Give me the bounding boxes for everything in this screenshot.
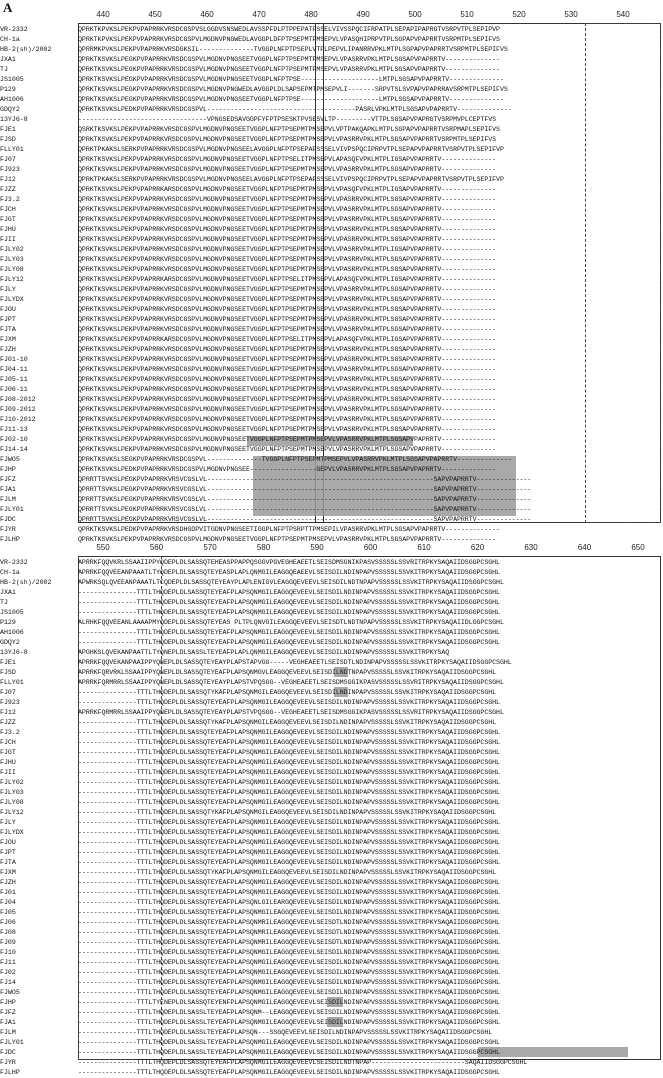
alignment-block-2 <box>0 543 663 1076</box>
sequence-name: FJLY01 <box>0 1039 24 1046</box>
sequence-residues: ---------------TTTLTHQDEPLDLSASSQTEYEAFPLAPSQNMGILEAGGQEVEEVLSEISDILNDINPAPVSSSSSLSSVKITRPKYSAQAIIDSGGPCSGHL <box>78 889 500 896</box>
sequence-name: FLLY01 <box>0 679 24 686</box>
sequence-name: FJLY01 <box>0 506 24 513</box>
sequence-residues: QPRKTKSVKSLPEKPVPAPRRKARSDCGSPVLMGDNVPNGSEETVGGPLNFPTPSELITPMSEPVLAPASQFVPKLMTPLIGSAPVPAPRRTV-------------- <box>78 276 497 283</box>
sequence-name: FJCH <box>0 739 16 746</box>
sequence-residues: ---------------TTTLTHQDEPLDLSASSQTEYEAFPLAPSQNMGILEAGGQEVEEVLSEISDILNDINPAPVSSSSSLSSVKITRPKYSAQAIIDSGGPCSGHL <box>78 849 500 856</box>
sequence-name: FJPT <box>0 849 16 856</box>
sequence-name: FJ05-11 <box>0 376 28 383</box>
sequence-residues: QPRKTKSVKSLPEKPVPAPRRKVRSDCGSPVLMGDNVPNGSEETVGGPLNFPTPSEPMTPMSEPVLVPASRRVPKLMTPLSGSAPVPAPRRTV-------------- <box>78 446 497 453</box>
sequence-name: HB-2(sh)/2002 <box>0 579 52 586</box>
sequence-residues: QPRKTKSVKSLPEKPVPAPRRKVRSDCGSPVLMGDNVPNGSEETVGGPLNFPTPSELITPMSEPVLAPASQFVPKLMTPLIGSAPVPAPRRTV-------------- <box>78 156 497 163</box>
panel-label: A <box>3 0 13 15</box>
sequence-name: FJLHP <box>0 536 20 543</box>
sequence-name: FJLY08 <box>0 799 24 806</box>
sequence-residues: ---------------TTTLTHQDEPLDLSASSQTEYEAFPLAPSQNMGILEAGGQEVEEVLSEISDILNDINPAPVSSSSSLSSVKITRPKYSAQAIIDSGGPCSGHL <box>78 749 500 756</box>
sequence-residues: ---------------TTTLTHQDEPLDLSASSQTEYEAFPLAPSQNMGILEAGGQEVEEVLSEISDILNDINPAPVSSSSSLSSVKITRPKYSAQAIIDSGGPCSGHL <box>78 789 500 796</box>
sequence-residues: APRRKFQRVRKLSSAAIPPYQNEPLDLSASSQTEYEAFPLAPSQNMGVLEAGGQEVEEVLSEISDILNDTNPAPVSSSSSLSSVKITRPKYSAQAIIDSGGPCSGHL <box>78 669 497 676</box>
sequence-name: FJ05 <box>0 909 16 916</box>
sequence-residues: QPRKTKSVKSLPEKPVPAPRRKVRSDCGSPVLMGDNVPNGSEETVGGPLNFPTPSEPMTPMSEPVLVPASRRVPKLMTPLSGSAPVPAPRRTV-------------- <box>78 286 497 293</box>
sequence-name: VR-2332 <box>0 559 28 566</box>
sequence-name: FJLY03 <box>0 256 24 263</box>
sequence-residues: ---------------TTTLTHQDEPLDLSASSQTEYEAFPLAPSQNMGILEAGGQEVEEVLSEISDILNDINPAPVSSSSSLSSVKITRPKYSAQAIIDSGGPCSGHL <box>78 859 500 866</box>
sequence-residues: QPRKTKSVKSLPEKPVPAPRRKVRSDCGSPVLMGDNVPNGSEETVGGPLNFPTPSEPMTPMSEPVLVPASRRVPKLMTPLSGSAPVPAPRRTV-------------- <box>78 406 497 413</box>
sequence-name: FJLM <box>0 1029 16 1036</box>
sequence-name: FJ10 <box>0 949 16 956</box>
sequence-residues: ---------------TTTLTHQDEPLDLSASSQTEYEAFPLAPSQNMGILEAGGQEVEEVLSEISDILNDINPAPVSSSSSLSSVKITRPKYSAQAIIDSGGPCSGHL <box>78 769 500 776</box>
sequence-name: FJGT <box>0 749 16 756</box>
ruler-tick: 630 <box>524 543 538 552</box>
sequence-name: AH1006 <box>0 629 24 636</box>
sequence-name: FJ11-13 <box>0 426 28 433</box>
sequence-name: JS1005 <box>0 609 24 616</box>
sequence-residues: ---------------TTTLTHQDEPLDLSASSQTEYEAFPLAPSQNMRILEAGGQEVEEVLSEISDTLNDINPAPVSSSSSLSSVKITRPKYSAQAIIDSGGPCSGHL <box>78 919 500 926</box>
sequence-residues: ---------------TTTLTHQDEPLDLSASSQTEYEAFPLAPSQNMGILEAGGQEVEEVLSEISDILNDINPAPVSSSSSLSSVKITRPKYSAQAIIDSGGPCSGHL <box>78 969 500 976</box>
sequence-residues: QPRRMKPVKSLPEKPVPAPRRKVRSDGKSIL--------------TVGGPLNFPTPSEPLVTPLPEPVLIPANRRVPKLMTPLSGPAPVPAPRRTVSRPMTPLSEPIFVS <box>78 46 508 53</box>
sequence-name: P129 <box>0 86 16 93</box>
sequence-name: FJ09-2012 <box>0 406 36 413</box>
ruler-tick: 650 <box>631 543 645 552</box>
sequence-residues: ---------------TTTLTHQDEPLDLSASSQTEYEAFPLAPSQNMGILEAGGQEVEEVLSEISDILNDINPAPVSSSSSLSSVKITRPKYSAQAIIDSGGPCSGHL <box>78 739 500 746</box>
sequence-name: FJ09 <box>0 939 16 946</box>
sequence-residues: QPRKTKSVKSLPEGKPVPAPRRKVRSDCGSPVLMGDNVPNGSEETVGGPLNFPTPSE--------------------LMTPLSGSAPVPAPRRTV-------------- <box>78 96 504 103</box>
sequence-name: FJ923 <box>0 699 20 706</box>
sequence-name: FJ02 <box>0 969 16 976</box>
sequence-name: AH1006 <box>0 96 24 103</box>
sequence-name: FJSD <box>0 136 16 143</box>
ruler-tick: 450 <box>148 10 162 19</box>
sequence-residues: ---------------TTTLTHQDEPLDLSASSQTEYEAFPLAPSQNMGILEAGGQEVEEVLSEISDILNDINPAPVSSSSSLSSVKITRPKYSAQAIIDSGGPCSGHL <box>78 979 500 986</box>
sequence-name: FJLY02 <box>0 246 24 253</box>
ruler-tick: 580 <box>256 543 271 552</box>
sequence-name: FJ07 <box>0 689 16 696</box>
sequence-name: FJHU <box>0 226 16 233</box>
ruler-tick: 470 <box>252 10 266 19</box>
sequence-residues: QPRKTKSVKSLPEKPVPAPRRKVRSDCGSPVLMGDNVPNGSEETVGGPLNFPTPSEPMTPMSEPVLVPASRRVPKLMTPLSGSAPVPAPRRTV-------------- <box>78 396 497 403</box>
sequence-name: FJLY12 <box>0 809 24 816</box>
ruler-tick: 460 <box>200 10 214 19</box>
sequence-name: FJFZ <box>0 476 16 483</box>
sequence-name: HB-2(sh)/2002 <box>0 46 52 53</box>
sequence-residues: QPRKTKSVKSLPEKPVPAPRRKVRSDCGSPVLMGDNVPNGSEETVGGPLNFPTPSEPMTPMSEPVLVPASRRVPKLMTPLSGSAPVPAPRRTV-------------- <box>78 366 497 373</box>
ruler-tick: 540 <box>616 10 630 19</box>
sequence-name: FJ3.2 <box>0 196 20 203</box>
sequence-residues: ---------------------------------VPNGSEDSAVGGPFYFPTPSESKTPVSESVLTP---------VTTPLSGSAPVPAPRGTVSRPMVPLCEPTFVS <box>78 116 497 123</box>
sequence-residues: QPRKTKSVKSLPEKPVPAPRRKARSDCGSPVLMGDNVPNGSEETVGGPLNFPTPSELITPMSEPVLAPASQFVPKLMTPLIGSAPVPAPRRTV-------------- <box>78 336 497 343</box>
sequence-name: FJWO5 <box>0 989 20 996</box>
sequence-name: FJII <box>0 236 16 243</box>
sequence-name: FJ01 <box>0 889 16 896</box>
sequence-residues: ---------------TTTLTHQDEPLDLSASSLTEYEAFPLAPSQNM--LEAGGQEVEEVLSEISDILNDINPAPVSSSSSLSSVKITRPKYSAQAIIDSGGPCSGHL <box>78 1009 500 1016</box>
sequence-name: FJ923 <box>0 166 20 173</box>
sequence-residues: QPRRTTSVKSLPEGKPVPAPRRKVRSVCGSLVL----------------------------------------------------------SAPVPAPRRTV-------------- <box>78 516 532 523</box>
sequence-residues: QPRKTKSVKSLPEKPVPAPRRKVRSDCGSPVLMGDNVPNGSEETVGGPLNFPTPSEPMTPMSEPVLVPASRRVPKLMTPLSGSAPVPAPRRTV-------------- <box>78 216 497 223</box>
sequence-residues: QPRKTKSVKSLPEGKPVPAPRRKVRSDCGSPVLMGDNVPNGWEDLAVGGPLDLSAPSEPMTPMSEPVLI-------SRPVTSLSVPAPVPAPRRAVSRPMTPLSEPIFVS <box>78 86 508 93</box>
sequence-residues: QPRKTPKAKSLSERKPVPAPRRKVRSDCGSPVLMGDNVPNGSEELAVGGPLNFPTPSEPAPSSSELVIVPSPQCIPRPVTPLSEPAPVPAPRRTVSRPVTPLSEPIFVP <box>78 176 504 183</box>
sequence-name: FJXM <box>0 869 16 876</box>
sequence-name: FJE1 <box>0 126 16 133</box>
sequence-residues: QPRRTTSVKSLPEGKPVPAPRRKVRSVCGSLVL----------------------------------------------------------SAPVPAPRRTV-------------- <box>78 476 532 483</box>
sequence-residues: ---------------TTTLTHQDEPLDLSASSQTEYEAFPLAPSQNLGILEARGQEVEEVLSEISDILNDINPAPVSSSSSLSSVKITRPKYSAQAIIDSGGPCSGHL <box>78 899 500 906</box>
sequence-name: FJ04 <box>0 899 16 906</box>
ruler-tick: 490 <box>356 10 370 19</box>
sequence-name: FJLY <box>0 286 16 293</box>
sequence-residues: ---------------TTTLTHQDEPLDLSASSQTEYEAFPLAPSQNMGILEAGGQEVEEVLSEISDILNDINPAPVSSSSSLSSVKITRPKYSAQAIIDSGGPCSGHL <box>78 599 500 606</box>
ruler-tick: 620 <box>470 543 485 552</box>
sequence-residues: APRRKFQRMRRLSSAAIPPYQNEPLDLSASSQTEYEAYPLAPSTVPQSGG--VEGHEAEETLSEISDMSGGIKPASVSSSSSLSSVRITRPKYSAQAIIDSGGPCSGHL <box>78 709 504 716</box>
alignment-block-1 <box>0 10 663 543</box>
ruler-tick: 510 <box>460 10 474 19</box>
ruler-tick: 560 <box>149 543 164 552</box>
sequence-residues: ---------------TTTLTHQDEPLDLSASSQTEYEAFPLAPSQNMGILEAGGQEVEEVLSEISDILNDINPAPVSSSSSLSSVKITRPKYSAQAIIDSGGPCSGHL <box>78 629 500 636</box>
sequence-name: FJZH <box>0 879 16 886</box>
sequence-residues: ---------------TTTLTHQDEPLDLSASSQTYKAFPLAPSQNMGILEAGGQEVEEVLSEISDILNDINPAPVSSSSSLSSVKITRPKYSAQAIIDSGGPCSGHL <box>78 869 497 876</box>
sequence-name: FJ08-2012 <box>0 396 36 403</box>
sequence-name: FJ01-10 <box>0 356 28 363</box>
sequence-name: FJOU <box>0 839 16 846</box>
sequence-residues: QPRKTKSVKSLPEKPVPAPRRKVRSDCGSPVLMGDNVPNGSEETVGGPLNFPTPSEPMTPMSEPVLVPASRRVPKLMTPLSGSAPVPAPRRTV-------------- <box>78 166 497 173</box>
sequence-name: FJLY12 <box>0 276 24 283</box>
sequence-name: 13YJ6-8 <box>0 116 28 123</box>
sequence-residues: APRRKFQQVKRLSSAAIIPPYQDEPLDLSASSQTEHEASPPAPPQSGGVPGVEGHEAEETLSEISDMSGNIKPASVSSSSSLSSVRITRPKYSAQAIIDSGGPCSGHL <box>78 559 500 566</box>
sequence-residues: QPRRTTSVKSLPEGKPVPAPRRKVRSVCGSLVL----------------------------------------------------------SAPVPAPRRTV-------------- <box>78 506 532 513</box>
sequence-name: FJLHP <box>0 1069 20 1076</box>
sequence-residues: ---------------TTTLTHQDEPLDLSASSQTEYEAFPLAPSQNMGILEAGGQEVEEVLSEISDILNDTNPAP------------------------SAQAIIDSGGPCSGHL <box>78 1059 528 1066</box>
sequence-name: FJYR <box>0 1059 16 1066</box>
ruler-tick: 590 <box>310 543 324 552</box>
sequence-residues: QPRKTKSVKSLPEKPVPAPRRKVRSDCGSPVLMGDNVPNGSEETVGGPLNFPTPSEPMTPMSEPVLVPASRRVPKLMTPLSGSAPVPAPRRTV-------------- <box>78 356 497 363</box>
sequence-residues: QPRKTKSVKSLPEKPVPAPRRKVRSDCGSPVLMGDNVPNGSEETVGGPLNFPTPSEPMTPMSEPVLVPASRRVPKLMTPLSGSAPVPAPRRTV-------------- <box>78 306 497 313</box>
sequence-name: FJTA <box>0 859 16 866</box>
ruler-tick: 520 <box>512 10 526 19</box>
sequence-name: FJ08 <box>0 929 16 936</box>
sequence-name: FJHP <box>0 999 16 1006</box>
sequence-residues: QPRKTKSVKSLPEKPVPAPRRKVRSDCGSPVLMGDNVPNGSEETVGGPLNFPTPSEPMTPMSEPVLVPASRRVPKLMTPLIGSAPVPAPRRTV-------------- <box>78 246 497 253</box>
sequence-residues: ---------------TTTLTHQDEPLDLSASSLTEYEAFPLAPSQNMGILEAGGQEVEEVLSEISDILNDINPAPVSSSSSLSSVKITRPKYSAQAIIDSGGPCSGHL <box>78 1019 500 1026</box>
sequence-name: FJPT <box>0 316 16 323</box>
sequence-residues: ---------------TTTLTHQDEPLDLSASSQTEYEAFPLAPSQNMGILEAGGQEVEEVLSEISDILNDINPAPVSSSSSLSSVKITRPKYSAQAIIDSGGPCSGHL <box>78 909 500 916</box>
sequence-name: FJDC <box>0 1049 16 1056</box>
sequence-residues: ---------------TTTLTHQDEPLDLSASSQTEYEAFPLAPSQNMGILEAGGQEVEEVLSEISDILNDINPAPVSSSSSLSSVKITRPKYSAQAIIDSGGPCSGHL <box>78 779 500 786</box>
sequence-name: FLLY01 <box>0 146 24 153</box>
ruler-tick: 530 <box>564 10 578 19</box>
ruler-tick: 500 <box>408 10 422 19</box>
sequence-residues: ---------------TTTLTYENEPLDLSASSQTEYENFPLAPSQNMGILEAGGQEVEEVLSEISDILNDINPAPVSSSSSLSSVKITRPKYSAQAIIDSGGPCSGHL <box>78 999 500 1006</box>
sequence-name: FJ12 <box>0 176 16 183</box>
ruler-tick: 600 <box>363 543 378 552</box>
sequence-name: FJHP <box>0 466 16 473</box>
sequence-residues: QPRKTKPVKSLPEKPVPAPRRKVRSDCGSPVLMGDNVPNGWEDLAVGGPLDFPTPSEPMTPMSEPVLVPASQHIPRPVTPLSGPAPVPAPRRTVSRPMTPLSEPIFVS <box>78 36 500 43</box>
dashed-region-1 <box>585 23 661 523</box>
sequence-name: FJGT <box>0 216 16 223</box>
sequence-residues: ---------------TTTLTHQDEPLDLSASSQTEYEAFPLAPSQNMRILEAGGQEVEEVLSEISDTLNDINPAPVSSSSSLSSVKITRPKYSAQAIIDSGGPCSGHL <box>78 929 500 936</box>
sequence-residues: ---------------TTTLTHQDEPLDLSASSQTEYEAFPLAPSQNMGILEAGGQEVEEVLSEISDILNDINPAPVSSSSSLSSVKITRPKYSAQAIIDSGGPCSGHL <box>78 729 500 736</box>
sequence-residues: ---------------TTTLTHQDEPLDLSASSQTEYEAFPLAPSQNMGILEAGGQEVEEVLSEISDILNDINPAPVSSSSSLSSVKITRPKYSAQAIIDSGGPCSGHL <box>78 829 500 836</box>
sequence-name: FJTA <box>0 326 16 333</box>
sequence-residues: QPRKTKSVKSLPEKPVPAPRRKVRSDCGSPVLMGDNVPNGSEETVGGPLNFPTPSEPMTPMSEPVLVPASRRVPKLMTPLSGSAPVPAPRRTV-------------- <box>78 226 497 233</box>
sequence-residues: QPRKTKSVKSLPEKPVPAPRRKVRSDCGSPVLMGDNVPNGSEETVGGPLNFPTPSEPMTPMSEPVLVPASRRVPKLMTPLSGSAPVPAPRRTV-------------- <box>78 416 497 423</box>
sequence-name: FJ12 <box>0 709 16 716</box>
sequence-name: FJZH <box>0 346 16 353</box>
sequence-residues: QPRKTKSVKSLPEKPVPAPRRKVRSDCGSPVLMGDNVPNGSEETVGGPLNFPTPSEPMTPMSEPVLVPASRRVPKLMTPLSGSAPVPAPRRTV-------------- <box>78 206 497 213</box>
sequence-name: CH-1a <box>0 36 20 43</box>
sequence-name: FJLY08 <box>0 266 24 273</box>
sequence-residues: QPRKTKSVKSLPEDKPVPAPRRKVRSDHGDPVITGDNVPNGSEETIGGPLNFPTPSRPTTPMSEPILVPASRRVPKLMTPLSGSAPVPAPRRTV-------------- <box>78 526 500 533</box>
sequence-residues: QPRKTKSVKSLPEKPVPAPRRKVRSDCGSPVLMGDNVPNGSEETVGGPLNFPTPSEPMTPMSEPVLVPASRRVPKLMTPLSGSAPVPAPRRTV-------------- <box>78 316 497 323</box>
sequence-residues: QPRRTTSVKSLPEGKPVPAPRRKVRSVCGSLVL----------------------------------------------------------SAPVPAPRRTV-------------- <box>78 496 532 503</box>
sequence-name: FJ02-10 <box>0 436 28 443</box>
sequence-name: FJ11 <box>0 959 16 966</box>
sequence-residues: QPRKTKSVKSLPEGKPVPAPRRKVRSDCGSPVLMGDNVPNGSEETVGGPLNFPTPSE--------------------LMTPLSGSAPVPAPRRTV-------------- <box>78 76 504 83</box>
sequence-residues: QPRKTKSVKSLPEKPVPAPRRKVRSDCGSPVLMGDNVPNGSEETVGGPLNFPTPSEPMTPMSEPVLVPASRRVPKLMTPLSGSAPVPAPRRTV-------------- <box>78 256 497 263</box>
sequence-residues: ---------------TTTLTHQDEPLDLSASSLTEYEAFPLAPSQNMGILEAGGQEVEEVLSEISDILNDINPAPVSSSSSLSSVKITRPKYSAQAIIDSGGPCSGHL <box>78 1049 500 1056</box>
sequence-residues: QPRKTKSVKSLPEKPVPAPRRKVRSDCGSPVLMGDNVPNGSEETVGGPLNFPTPSEPMTPMSEPVLVPASRRVPKLMTPLSGSAPVPAPRRTV-------------- <box>78 426 497 433</box>
sequence-residues: QPRKTPKAKSLSERKPVPAPRRKVRSDCGSPVLMGDNVPNGSEELAVGGPLNFPTPSEPAPSSSELVIVPSPQCIPRPVTPLSEPAPVPAPRRTVSRPVTPLSEPIFVP <box>78 146 504 153</box>
sequence-name: FJDC <box>0 516 16 523</box>
sequence-residues: ---------------TTTLTHQDEPLDLSASSQTYKAFPLAPSQNMGILEAGGQEVEEVLSEISDILNDINPAPVSSSSSLSSVKITRPKYSAQAIIDSGGPCSGHL <box>78 719 497 726</box>
sequence-residues: ---------------TTTLTHQDEPLDLSASSQTEYEAFPLAPSQNMGILEAGGQEVEEVLSEISDILNDINPAPVSSSSSLSSVKITRPKYSAQAIIDSGGPCSGHL <box>78 989 500 996</box>
sequence-name: FJE1 <box>0 659 16 666</box>
sequence-residues: QPRKTKSVKSLPEKPVPAPRRKVRSDCGSPVLMGDNVPNGSEETVGGPLNFPTPSEPMTPMSEPVLVPASRRVPKLMTPLSGSAPVPAPRRTV-------------- <box>78 326 497 333</box>
sequence-name: P129 <box>0 619 16 626</box>
sequence-name: FJLY02 <box>0 779 24 786</box>
sequence-residues: ALRHKFQQVEEANLAAAAPMYQDEPLDLSASSQTEYEAS PLTPLQNVGILEAGGQEVEEVLSEISDTLNDTNPAPVSSSSSLSSVKITRPKYSAQAIIDLGGPCSGHL <box>78 619 504 626</box>
ruler-tick: 480 <box>304 10 318 19</box>
sequence-residues: ---------------TTTLTHQDEPLDLSASSQTEYEAFPLAPSQNMRILEAGGQEVEEVLSEISDTLNDINPAPVSSSSSLSSVKITRPKYSAQAIIDSGGPCSGHL <box>78 939 500 946</box>
sequence-residues: QPRKTKSVKSLPEKPVPAPRRKVRSDCGSPVLMGDNVPNGSEETVGGPLNFPTPSEPMTPMSEPVLVPASRRVPKLMTPLSGSAPVPAPRRTV-------------- <box>78 296 497 303</box>
sequence-name: FJ07 <box>0 156 16 163</box>
ruler-tick: 570 <box>203 543 217 552</box>
sequence-name: FJLY <box>0 819 16 826</box>
sequence-residues: ---------------TTTLTHQDEPLDLSASSQTEYEAFPLAPSQNMGILEAGGQEVEEVLSEISDILNDINPAPVSSSSSLSSVKITRPKYSAQAIIDSGGPCSGHL <box>78 589 500 596</box>
sequence-name: VR-2332 <box>0 26 28 33</box>
sequence-name: FJ10-2012 <box>0 416 36 423</box>
sequence-name: FJ06-11 <box>0 386 28 393</box>
sequence-residues: ---------------TTTLTHQDEPLDLSASSQTEYEAFPLAPSQNMGILEAGGQEVEEVLSEISDILNDINPAPVSSSSSLSSVKITRPKYSAQAIIDSGGPCSGHL <box>78 949 500 956</box>
sequence-residues: ---------------TTTLTHQDEPLDLSASSQTEYEAFPLAPSQNMGILEAGGQEVEEVLSEISDILNDINPAPVSSSSSLSSVKITRPKYSAQAIIDSGGPCSGHL <box>78 799 500 806</box>
sequence-name: FJ04-11 <box>0 366 28 373</box>
sequence-name: FJII <box>0 769 16 776</box>
sequence-residues: APRRKFQQVEKANPAAIPPYQNEPLDLSASSQTEYEAYPLAPSTAPVGG-----VEGHEAEETLSEISDTLNDINPAPVSSSSSLSSVKITRPKYSAQAIIDSGGPCSGHL <box>78 659 512 666</box>
sequence-residues: ---------------TTTLTHQDEPLDLSASSQTEYEAFPLAPSQNMGILEAGGQEVEEVLSEISDILNDINPAPVSSSSSLSSVKITRPKYSAQAIIDSGGPCSGHL <box>78 819 500 826</box>
sequence-residues: QPRKTKSVKSLPEKPVPAPRRKVRSDCGSPVLMGDNVPNGSEETVGGPLNFPTPSEPMTPMSEPVLVPASRRVPKLMTPLSGSAPVPAPRRTV-------------- <box>78 376 497 383</box>
sequence-name: 13YJ6-8 <box>0 649 28 656</box>
sequence-residues: QPRRTTSVKSLPEGKPVPAPRRKVRSVCGSLVL----------------------------------------------------------SAPVPAPRRTV-------------- <box>78 486 532 493</box>
sequence-residues: QPRKTKSVKSLPEKPVPAPRRKVRSDCGSPVLMGDNVPNGSEETVGGPLNFPTPSEPMTPMSEPVLVPASRRVPKLMTPLSGSAPVPAPRRTV-------------- <box>78 346 497 353</box>
sequence-residues: APRRKFQQVEEANPAAATLTYQDEPLDLSASSQTEYEASPLAPLQNMGILEAGGQEAEEVLSEISDILNDINPAPVSSSSSLSSVKITRPKYSAQAIIDSGGPCSGHL <box>78 569 500 576</box>
sequence-residues: APRRKFQRMRRLSSAAIPPYQNEPLDLSASSQTEYEAYPLAPSTVPQSGG--VEGHEAEETLSEISDMSGGIKPASVSSSSSLSSVRITRPKYSAQAIIDSGGPCSGHL <box>78 679 504 686</box>
sequence-residues: APGHKSLQVEKANPAATTLTYQNEPLDLSASSLTEYEAFPLAPLQNMGILEAGGQEVEEVLSEISDILNDINPAPVSSSSSLSSVKITRPKYSAQ <box>78 649 450 656</box>
sequence-name: FJ14 <box>0 979 16 986</box>
sequence-residues: APWRKSQLQVEEANPAAATLTCQDEPLDLSASSQTEYEAYPLAPLENIGVLEAGGQEVEEVLSEISDILNDTNPAPVSSSSSLSSVKITRPKYSAQAIIDSGGPCSGHL <box>78 579 504 586</box>
ruler-tick: 640 <box>577 543 592 552</box>
sequence-name: FJLM <box>0 496 16 503</box>
ruler-tick: 550 <box>96 543 110 552</box>
sequence-name: JXA1 <box>0 56 16 63</box>
sequence-residues: QPRKTKSVKSLSEGKPVPAPRRKVRSDCGSPVL--------------TVGGPLNFPTPSEPMTPMSEPVLVPASRRVPKLMTPLSGSAPVPAPRRTV-------------- <box>78 456 512 463</box>
sequence-residues: QPRKTKSVKSLPEKPVPAPRRKVRSDCGSPVLMGDNVPNGSEETVGGPLNFPTPSEPMTPMSEPVLVPASRRVPKLMTPLSGSAPVPAPRRTV-------------- <box>78 266 497 273</box>
sequence-residues: ---------------TTTLTHQDEPLDLSASSQTEYEAFPLAPSQNMGILEAGGQEVEEVLSEISDILNDINPAPVSSSSSLSSVKITRPKYSAQAIIDSGGPCSGHL <box>78 639 500 646</box>
sequence-residues: ---------------TTTLTHQDEPLDLSASSQTEYEAFPLAPSQNMGILEAGGQEVEEVLSEISDILNDINPAPVSSSSSLSSVKITRPKYSAQAIIDSGGPCSGHL <box>78 609 500 616</box>
sequence-name: FJFZ <box>0 1009 16 1016</box>
sequence-residues: QPRKTKSVKSLPEKPVPAPRRKVRSDCGSPVLMGDNVPNGSEETVGGPLNFPTPSEPMTPMSEPVLVPASRRVPKLMTPLSGSAPVPAPRRTVSRPMTPLSEPIFVS <box>78 136 497 143</box>
ruler-tick: 440 <box>96 10 110 19</box>
sequence-name: FJLYDX <box>0 829 24 836</box>
sequence-residues: ---------------TTTLTHQDEPLDLSASSQTEYEAFPLAPSQNMGILEAGGQEVEEVLSEISDILNDINPAPVSSSSSLSSVKITRPKYSAQAIIDSGGPCSGHL <box>78 959 500 966</box>
sequence-residues: ---------------TTTLTHQDEPLDLSASSLTEYEAFPLAPSQN---SSGQEVEEVLSEISDILNDINPAPVSSSSSLSSVKITRPKYSAQAIIDSGGPCSGHL <box>78 1029 493 1036</box>
sequence-residues: ---------------TTTLTHQDEPLDLSASSQTYKAFPLAPSQNMGILEAGGQEVEEVLSEISDILNDINPAPVSSSSSLSSVKITRPKYSAQAIIDSGGPCSGHL <box>78 809 497 816</box>
sequence-name: FJZZ <box>0 719 16 726</box>
sequence-name: TJ <box>0 599 8 606</box>
sequence-name: FJHU <box>0 759 16 766</box>
sequence-residues: ---------------TTTLTHQDEPLDLSASSQTEYEAFPLAPSQNMGILEAGGQEVEEVLSEISDILNDINPAPVSSSSSLSSVKITRPKYSAQAIIDSGGPCSGHL <box>78 699 500 706</box>
sequence-residues: QPRKTKSVKSLPEKPVPAPRRKVRSDCGSPVLMGDNVPNGSEETVGGPLNFPTPSEPMTPMSEPVLVPASRRVPKLMTPLSGSAPVPAPRRTV-------------- <box>78 236 497 243</box>
sequence-name: FJA1 <box>0 1019 16 1026</box>
sequence-residues: ---------------TTTLTHQDEPLDLSASSLTEYEAFPLAPSQNMGILEAGGQEVEEVLSEISDILNDINPAPVSSSSSLSSVKITRPKYSAQAIIDSGGPCSGHL <box>78 1039 500 1046</box>
sequence-residues: ---------------TTTLTHQDEPLDLSASSQTEYEAFPLAPSQNMGILEAGGQEVEEVLSEISDILNDINPAPVSSSSSLSSVKITRPKYSAQAIIDSGGPCSGHL <box>78 1069 500 1076</box>
sequence-name: FJ14-14 <box>0 446 28 453</box>
sequence-name: FJSD <box>0 669 16 676</box>
deletion-shade-fjyr <box>478 1047 628 1057</box>
sequence-name: FJZZ <box>0 186 16 193</box>
sequence-name: JS1005 <box>0 76 24 83</box>
sequence-residues: QPRKTKSVKSLPEKPVPAPRRKVRSDCGSPVLMGDNVPNGSEETVGGPLNFPTPSEPMTPMSEPVLVPASRRVPKLMTPLSGSAPVPAPRRTV-------------- <box>78 196 497 203</box>
sequence-residues: QPRKTKSVKSLPEKPVPAPRRKVRSDCGSPVLMGDNVPNGSEETVGGPLNFPTPSEPMTPMSEPVLVPASRRVPKLMTPLSGSAPVPAPRRTV-------------- <box>78 436 497 443</box>
sequence-residues: QPRKTKPVKSLPEKPVPAPRRKVRSDCGSPVSLGGDVSNSWEDLAVSSPFDLPTPPEPATPSSELVIVSSPQCIFRPATPLSEPAPIPAPRGTVSRPVTPLSEPIPVP <box>78 26 500 33</box>
position-ruler-1 <box>0 10 663 22</box>
sequence-residues: QPRKTKSVKSLPEGKPVPAPRRKVRSDCGSPVLMGDNVPNGSEETVGGPLNFPTPSEPMTPMSEPVLVPASRRVPKLMTPLSGSAPVPAPRRTV-------------- <box>78 66 500 73</box>
sequence-residues: QPRKTKSVKSLPEDKPVPAPRRKVRSDCGSPVL--------------------------------------PASRLVPKLMTPLSGSAPVPAPRRTV-------------- <box>78 106 512 113</box>
sequence-residues: QPRKTKSVKSLPEKPVPAPRRKVRSDCGSPVLMGDNVPNGSEETVGGPLNFPTPSEPMTPMSEPVLVPASRRVPKLMTPLSGSAPVPAPRRTV-------------- <box>78 536 497 543</box>
ruler-tick: 610 <box>417 543 431 552</box>
sequence-residues: QPRKTKSVKSLPEKPVPAPRRKARSDCGSPVLMGDNVPNGSEETVGGPLNFPTPSEPMTPMSEPVLVPASQFVPKLMTPLIGSAPVPAPRRTV-------------- <box>78 186 497 193</box>
sequence-name: FJOU <box>0 306 16 313</box>
sequence-name: FJYR <box>0 526 16 533</box>
sequence-name: FJA1 <box>0 486 16 493</box>
sequence-name: CH-1a <box>0 569 20 576</box>
sequence-residues: ---------------TTTLTHQDEPLDLSASSQTEYEAFPLAPSQNMGILEAGGQEVEEVLSEISDILNDINPAPVSSSSSLSSVKITRPKYSAQAIIDSGGPCSGHL <box>78 839 500 846</box>
sequence-residues: ---------------TTTLTHQDEPLDLSASSQTYKAFPLAPSQNMGILEAGGQEVEEVLSEISDILNDINPAPVSSSSSLSSVKITRPKYSAQAIIDSGGPCSGHL <box>78 689 497 696</box>
sequence-name: FJLYDX <box>0 296 24 303</box>
sequence-name: FJWO5 <box>0 456 20 463</box>
sequence-name: JXA1 <box>0 589 16 596</box>
sequence-residues: QPRKTKSVKSLPEKPVPAPRRKVRSDCGSPVLMGDNVPNGSEETVGGPLNFPTPSEPMTPMSEPVLVPASRRVPKLMTPLSGSAPVPAPRRTV-------------- <box>78 386 497 393</box>
sequence-name: TJ <box>0 66 8 73</box>
position-ruler-2 <box>0 543 663 555</box>
sequence-name: FJ06 <box>0 919 16 926</box>
sequence-name: FJ3.2 <box>0 729 20 736</box>
sequence-name: FJXM <box>0 336 16 343</box>
sequence-residues: QSRKTKSVKSLPEKPVPAPRRKVRSDCGSPVLMGDNVPNGSEETVGGPLNFPTPSEPMTPMSEPVLVPTPAKQAPKLMTPLSGPAPVPAPRRTVSRPMAPLSEPIFVS <box>78 126 500 133</box>
sequence-residues: ---------------TTTLTHQDEPLDLSASSQTEYEAFPLAPSQNMGILEAGGQEVEEVLSEISDILNDINPAPVSSSSSLSSVKITRPKYSAQAIIDSGGPCSGHL <box>78 879 500 886</box>
sequence-residues: QPRKTKSVKSLPEDKPVPAPRRKVRSDCGSPVLMGDNVPNGSEE-----------------GEPVLVPASRRVPKLMTPLSGSAPVPAPRRTV-------------- <box>78 466 497 473</box>
sequence-name: GDQY2 <box>0 106 20 113</box>
sequence-residues: ---------------TTTLTHQDEPLDLSASSQTEYEAFPLAPSQNMGILEAGGQEVEEVLSEISDILNDINPAPVSSSSSLSSVKITRPKYSAQAIIDSGGPCSGHL <box>78 759 500 766</box>
sequence-name: GDQY2 <box>0 639 20 646</box>
sequence-residues: QPRKTKSVKSLPEGKPVPAPRRKVRSDCGSPVLMGDNVPNGSEETVGGPLNFPTPSEPMTPMSEPVLVPASRRVPKLMTPLSGSAPVPAPRRTV-------------- <box>78 56 500 63</box>
sequence-name: FJLY03 <box>0 789 24 796</box>
sequence-name: FJCH <box>0 206 16 213</box>
